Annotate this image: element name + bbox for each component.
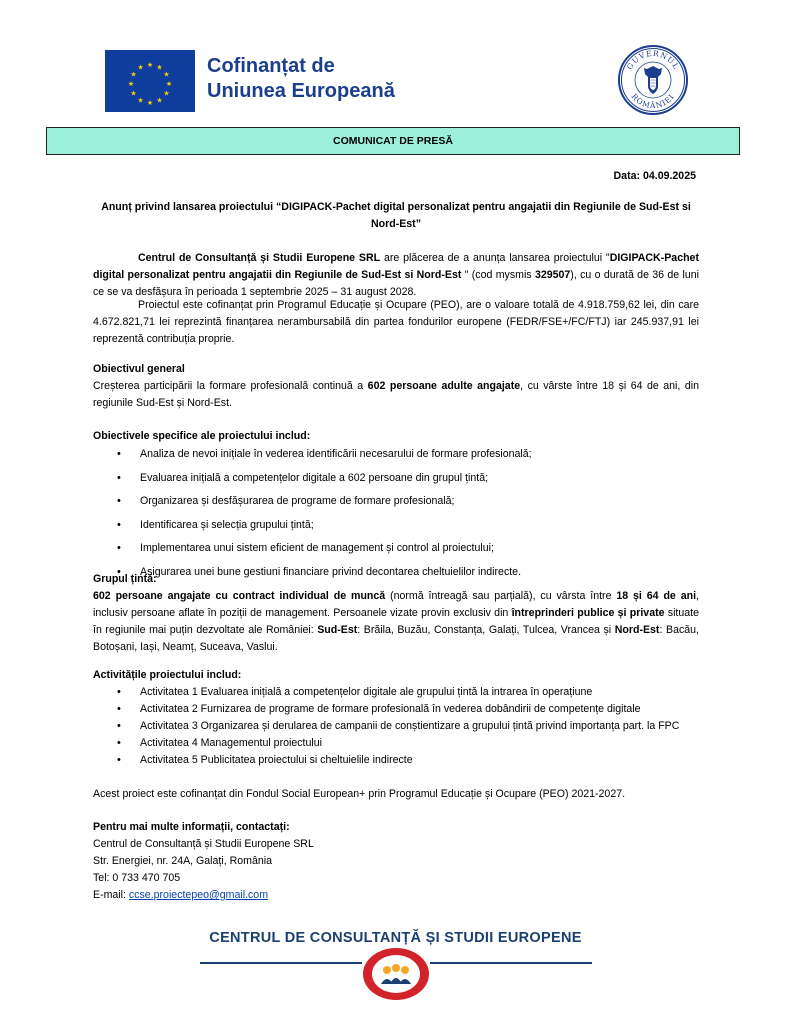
svg-text:★: ★	[156, 63, 163, 72]
specific-objectives-heading: Obiectivele specifice ale proiectului includ:	[93, 430, 311, 442]
list-item: • Activitatea 4 Managementul proiectului	[93, 735, 699, 752]
funding-paragraph: Proiectul este cofinanțat prin Programul Educație și Ocupare (PEO), are o valoare totală de 4.918.759,62 lei, din care 4.672.821,71 lei reprezintă finanțarea nerambursabilă din partea fondurilor europene (FEDR/FSE+/FC/FTJ) iar 245.937,91 lei reprezentă contribuția proprie.	[93, 299, 699, 345]
contact-address: Str. Energiei, nr. 24A, Galați, România	[93, 855, 273, 867]
seal-text-top: GUVERNUL	[624, 48, 682, 72]
specific-objectives-list	[93, 446, 699, 587]
list-item: • Organizarea și desfășurarea de programe de formare profesională;	[93, 493, 699, 510]
contact-email-line	[93, 887, 699, 904]
eu-stars-icon	[105, 50, 195, 112]
eu-line-1: Cofinanțat de	[207, 55, 335, 77]
general-objective-text	[93, 378, 699, 412]
list-item: • Activitatea 5 Publicitatea proiectului si cheltuielile indirecte	[93, 752, 699, 769]
svg-text:★: ★	[137, 63, 144, 72]
list-item: • Evaluarea inițială a competențelor digitale a 602 persoane din grupul țintă;	[93, 470, 699, 487]
intro-paragraph	[93, 250, 699, 301]
eu-line-2: Uniunea Europeană	[207, 80, 395, 102]
target-group-text-5: : Bacău, Botoșani, Iași, Neamț, Suceava, Vaslui.	[93, 624, 699, 653]
list-item: • Identificarea și selecția grupului țintă;	[93, 517, 699, 534]
target-group-bold-5: Nord-Est	[614, 624, 660, 636]
general-objective-text-2: , cu vârste între 18 și 64 de ani, din regiunile Sud-Est și Nord-Est.	[93, 380, 699, 409]
list-item: • Analiza de nevoi inițiale în vederea identificării necesarului de formare profesională;	[93, 446, 699, 463]
general-objective-target: 602 persoane adulte angajate	[367, 380, 521, 392]
list-item: • Activitatea 3 Organizarea și derularea de campanii de conștientizare a grupului țintă privind importanța part. la FPC	[93, 718, 699, 735]
target-group-text-2: , inclusiv persoane aflate în poziții de management. Persoanele vizate provin exclusiv din	[93, 590, 699, 619]
eu-cofinance-text	[207, 54, 395, 104]
general-objective-text-1: Creșterea participării la formare profesională continuă a	[93, 380, 368, 392]
press-release-banner: COMUNICAT DE PRESĂ	[46, 127, 740, 155]
intro-text-1: are plăcerea de a anunța lansarea proiectului "	[380, 252, 610, 264]
contact-section	[93, 819, 699, 904]
list-item: • Activitatea 1 Evaluarea inițială a competențelor digitale ale grupului țintă la intrarea în operațiune	[93, 684, 699, 701]
target-group-text-1: (normă întreagă sau parțială), cu vârsta între	[385, 590, 617, 602]
svg-text:★: ★	[165, 80, 173, 88]
email-label: E-mail:	[93, 889, 129, 901]
svg-text:★: ★	[130, 89, 137, 98]
target-group-section	[93, 571, 699, 656]
mysmis-code: 329507	[534, 269, 571, 281]
general-objective-section	[93, 361, 699, 412]
footer-divider-left	[200, 962, 362, 964]
svg-text:★: ★	[163, 89, 170, 98]
activities-list	[93, 684, 699, 769]
intro-text-3: ), cu o durată de 36 de luni ce se va desfășura în perioada 1 septembrie 2025 – 31 august 2028.	[93, 269, 699, 298]
footer-organization-name: CENTRUL DE CONSULTANȚĂ ȘI STUDII EUROPENE	[209, 930, 582, 946]
svg-text:★: ★	[163, 70, 170, 79]
list-item: • Asigurarea unei bune gestiuni financiare privind decontarea cheltuielilor indirecte.	[93, 564, 699, 581]
target-group-text-4: : Brăila, Buzău, Constanța, Galați, Tulcea, Vrancea și	[357, 624, 615, 636]
general-objective-heading: Obiectivul general	[93, 363, 185, 375]
eu-flag-logo	[105, 50, 195, 112]
target-group-text	[93, 588, 699, 656]
cofinance-note: Acest proiect este cofinanțat din Fondul Social European+ prin Programul Educație și Ocupare (PEO) 2021-2027.	[93, 788, 626, 800]
svg-text:★: ★	[156, 96, 163, 105]
target-group-bold-2: 18 și 64 de ani	[616, 590, 697, 602]
svg-text:★: ★	[130, 70, 137, 79]
release-date: Data: 04.09.2025	[613, 170, 696, 182]
contact-phone: Tel: 0 733 470 705	[93, 872, 181, 884]
contact-organization: Centrul de Consultanță și Studii Europene SRL	[93, 838, 314, 850]
organization-name: Centrul de Consultanță și Studii Europene SRL	[138, 252, 381, 264]
announcement-title: Anunț privind lansarea proiectului “DIGIPACK-Pachet digital personalizat pentru angajatii din Regiunile de Sud-Est si Nord-Est”	[101, 201, 691, 230]
list-item: • Implementarea unui sistem eficient de management și control al proiectului;	[93, 540, 699, 557]
svg-text:★: ★	[127, 80, 135, 88]
intro-text-2: " (cod mysmis	[461, 269, 535, 281]
target-group-bold-4: Sud-Est	[317, 624, 358, 636]
target-group-heading: Grupul țintă:	[93, 573, 157, 585]
svg-text:★: ★	[146, 99, 154, 107]
svg-text:★: ★	[137, 96, 144, 105]
list-item: • Activitatea 2 Furnizarea de programe de formare profesională în vederea dobândirii de competențe digitale	[93, 701, 699, 718]
target-group-text-3: situate în regiunile mai puțin dezvoltate ale României:	[93, 607, 699, 636]
government-seal-logo	[617, 44, 689, 116]
email-link[interactable]: ccse.proiectepeo@gmail.com	[128, 889, 269, 901]
activities-heading: Activitățile proiectului includ:	[93, 669, 242, 681]
target-group-bold-1: 602 persoane angajate cu contract individual de muncă	[93, 590, 386, 602]
target-group-bold-3: întreprinderi publice și private	[511, 607, 665, 619]
svg-text:★: ★	[146, 61, 154, 69]
ccse-logo	[360, 946, 432, 1002]
seal-text-bottom: ROMÂNIEI	[629, 91, 677, 111]
footer-divider-right	[430, 962, 592, 964]
contact-heading: Pentru mai multe informații, contactați:	[93, 821, 290, 833]
project-name: DIGIPACK-Pachet digital personalizat pentru angajatii din Regiunile de Sud-Est si Nord-Est	[93, 252, 699, 281]
